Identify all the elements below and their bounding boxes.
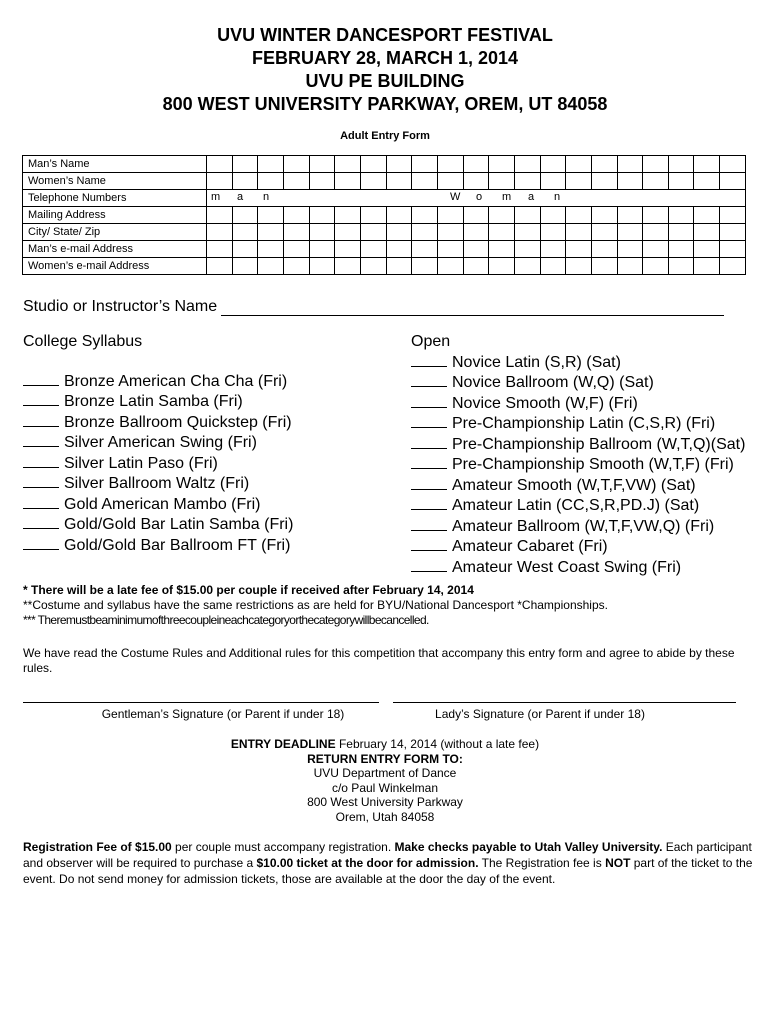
entry-box[interactable] [335, 258, 361, 275]
late-fee-note: * There will be a late fee of $15.00 per couple if received after February 14, 2014 [23, 583, 474, 597]
entry-box[interactable] [412, 156, 438, 173]
entry-box[interactable] [412, 224, 438, 241]
entry-box[interactable] [668, 156, 694, 173]
entry-box[interactable] [232, 241, 258, 258]
college-event-item-label: Gold/Gold Bar Ballroom FT (Fri) [64, 536, 291, 554]
entry-row-label: Man’s Name [23, 156, 207, 173]
college-event-item-label: Silver American Swing (Fri) [64, 434, 257, 451]
entry-box[interactable] [617, 241, 643, 258]
studio-line[interactable] [221, 301, 724, 316]
event-title: UVU WINTER DANCESPORT FESTIVAL [217, 25, 553, 45]
entry-row-label: Man’s e-mail Address [23, 241, 207, 258]
entry-box[interactable] [591, 173, 617, 190]
entry-box[interactable] [643, 224, 669, 241]
entry-box[interactable] [386, 207, 412, 224]
entry-box[interactable] [412, 207, 438, 224]
notes-section [23, 583, 753, 628]
college-event-item-label: Silver Ballroom Waltz (Fri) [64, 475, 250, 492]
entry-checkbox-line[interactable] [411, 413, 447, 428]
entry-box[interactable] [668, 224, 694, 241]
entry-box[interactable] [463, 207, 489, 224]
entry-box[interactable] [309, 173, 335, 190]
entry-box[interactable] [720, 224, 746, 241]
event-address: 800 WEST UNIVERSITY PARKWAY, OREM, UT 84058 [162, 94, 608, 114]
entry-box[interactable] [232, 258, 258, 275]
entry-checkbox-line[interactable] [411, 557, 447, 572]
entry-grid-row [23, 173, 746, 190]
entry-box[interactable] [309, 156, 335, 173]
entry-box[interactable] [514, 241, 540, 258]
entry-box[interactable] [309, 241, 335, 258]
entry-grid-row [23, 207, 746, 224]
college-event-item-label: Gold American Mambo (Fri) [64, 495, 261, 513]
entry-grid-row [23, 224, 746, 241]
entry-checkbox-line[interactable] [411, 434, 447, 449]
open-event-item-label: Novice Ballroom (W,Q) (Sat) [452, 374, 654, 391]
deadline-block [0, 737, 770, 824]
entry-box[interactable] [720, 207, 746, 224]
phone-woman-letter: n [554, 191, 561, 203]
entry-box[interactable] [540, 173, 566, 190]
entry-box[interactable] [207, 207, 233, 224]
entry-checkbox-line[interactable] [23, 432, 59, 447]
entry-checkbox-line[interactable] [411, 372, 447, 387]
open-event-item [411, 516, 745, 537]
college-event-item-label: Bronze American Cha Cha (Fri) [64, 372, 288, 390]
open-event-item-label: Amateur Latin (CC,S,R,PD.J) (Sat) [452, 497, 700, 514]
phone-man-letter: m [211, 191, 221, 203]
entry-box[interactable] [463, 241, 489, 258]
open-event-item [411, 352, 745, 373]
entry-box[interactable] [591, 241, 617, 258]
entry-box[interactable] [412, 173, 438, 190]
gentleman-signature-label: Gentleman’s Signature (or Parent if under 18) [101, 707, 345, 721]
entry-box[interactable] [360, 173, 386, 190]
entry-box[interactable] [437, 156, 463, 173]
open-event-item-label: Amateur Cabaret (Fri) [452, 538, 608, 555]
entry-box[interactable] [258, 173, 284, 190]
entry-grid-row [23, 156, 746, 173]
college-event-item [23, 412, 293, 433]
entry-box[interactable] [720, 241, 746, 258]
address-line: UVU Department of Dance [313, 766, 457, 780]
fee-text: Each participant and observer will be required to purchase a [23, 840, 752, 870]
deadline-label: ENTRY DEADLINE [230, 737, 336, 751]
college-event-item-label: Bronze Ballroom Quickstep (Fri) [64, 413, 292, 431]
entry-box[interactable] [360, 224, 386, 241]
entry-box[interactable] [207, 173, 233, 190]
entry-box[interactable] [643, 207, 669, 224]
entry-checkbox-line[interactable] [411, 475, 447, 490]
entry-box[interactable] [643, 258, 669, 275]
college-event-item [23, 453, 293, 474]
entry-box[interactable] [617, 207, 643, 224]
form-header [0, 24, 770, 116]
open-event-item-label: Novice Smooth (W,F) (Fri) [452, 394, 638, 412]
entry-box[interactable] [566, 156, 592, 173]
entry-checkbox-line[interactable] [23, 494, 59, 509]
checks-payable: Make checks payable to Utah Valley University. [394, 840, 663, 854]
open-event-item-label: Amateur Ballroom (W,T,F,VW,Q) (Fri) [452, 517, 715, 535]
entry-box[interactable] [283, 241, 309, 258]
fee-text: per couple must accompany registration. [171, 840, 395, 854]
entry-box[interactable] [386, 156, 412, 173]
entry-box[interactable] [360, 207, 386, 224]
open-event-item-label: Pre-Championship Ballroom (W,T,Q)(Sat) [452, 435, 746, 453]
agreement-text: We have read the Costume Rules and Additional rules for this competition that accompany this entry form and agree to abide by these rules. [23, 646, 735, 675]
entry-grid [22, 155, 746, 275]
entry-box[interactable] [360, 258, 386, 275]
entry-box[interactable] [617, 224, 643, 241]
event-dates: FEBRUARY 28, MARCH 1, 2014 [251, 48, 519, 68]
entry-box[interactable] [463, 156, 489, 173]
entry-checkbox-line[interactable] [23, 371, 59, 386]
entry-box[interactable] [232, 156, 258, 173]
address-line: Orem, Utah 84058 [335, 809, 435, 824]
phone-man-letter: a [237, 191, 244, 203]
entry-box[interactable] [514, 156, 540, 173]
entry-box[interactable] [283, 224, 309, 241]
entry-box[interactable] [617, 173, 643, 190]
studio-field[interactable] [23, 298, 724, 316]
entry-checkbox-line[interactable] [411, 536, 447, 551]
entry-box[interactable] [566, 173, 592, 190]
gentleman-signature-line[interactable] [23, 702, 379, 703]
entry-box[interactable] [720, 156, 746, 173]
form-subtitle: Adult Entry Form [340, 130, 430, 142]
ticket-price: $10.00 ticket at the door for admission. [256, 856, 479, 870]
open-column [411, 332, 745, 577]
fee-text: part of the ticket to the event. Do not send money for admission tickets, those are available at the door the day of the event. [23, 856, 753, 886]
minimum-note: *** Theremustbeaminimumofthreecoupleineachcategoryorthecategorywillbecancelled. [23, 613, 429, 627]
entry-box[interactable] [694, 173, 720, 190]
costume-note: **Costume and syllabus have the same restrictions as are held for BYU/National Dancesport *Championships. [23, 598, 608, 612]
entry-box[interactable] [258, 224, 284, 241]
entry-checkbox-line[interactable] [411, 495, 447, 510]
entry-box[interactable] [386, 224, 412, 241]
deadline-date: February 14, 2014 (without a late fee) [335, 737, 540, 751]
entry-box[interactable] [540, 207, 566, 224]
open-event-item [411, 434, 745, 455]
college-event-item [23, 432, 293, 453]
entry-box[interactable] [694, 224, 720, 241]
phone-woman-letter: a [528, 191, 535, 203]
not-emphasis: NOT [605, 856, 631, 870]
entry-row-label: Telephone Numbers [23, 190, 207, 207]
entry-box[interactable] [412, 241, 438, 258]
entry-grid-row [23, 258, 746, 275]
entry-box[interactable] [463, 224, 489, 241]
entry-checkbox-line[interactable] [23, 473, 59, 488]
entry-box[interactable] [591, 156, 617, 173]
entry-box[interactable] [591, 224, 617, 241]
open-event-item [411, 536, 745, 557]
entry-box[interactable] [232, 173, 258, 190]
entry-box[interactable] [720, 258, 746, 275]
entry-box[interactable] [694, 156, 720, 173]
entry-box[interactable] [489, 258, 515, 275]
open-event-item-label: Pre-Championship Smooth (W,T,F) (Fri) [452, 456, 734, 473]
open-event-item-label: Novice Latin (S,R) (Sat) [452, 353, 621, 371]
entry-row-label: Women’s Name [23, 173, 207, 190]
college-event-item [23, 473, 293, 494]
entry-box[interactable] [386, 258, 412, 275]
entry-checkbox-line[interactable] [23, 514, 59, 529]
entry-grid-row [23, 190, 746, 207]
entry-box[interactable] [514, 173, 540, 190]
entry-box[interactable] [591, 207, 617, 224]
entry-box[interactable] [437, 207, 463, 224]
event-venue: UVU PE BUILDING [305, 71, 465, 91]
entry-box[interactable] [514, 258, 540, 275]
entry-box[interactable] [207, 258, 233, 275]
phone-woman-letter: o [476, 191, 483, 203]
entry-box[interactable] [335, 207, 361, 224]
entry-box[interactable] [437, 241, 463, 258]
open-title: Open [411, 333, 451, 350]
entry-box[interactable] [566, 207, 592, 224]
entry-box[interactable] [335, 241, 361, 258]
college-syllabus-column [23, 332, 293, 555]
open-event-item-label: Amateur Smooth (W,T,F,VW) (Sat) [452, 476, 696, 494]
open-event-item [411, 393, 745, 414]
college-event-item [23, 535, 293, 556]
entry-box[interactable] [309, 224, 335, 241]
entry-row-label: City/ State/ Zip [23, 224, 207, 241]
entry-checkbox-line[interactable] [23, 535, 59, 550]
entry-box[interactable] [540, 241, 566, 258]
entry-box[interactable] [258, 207, 284, 224]
college-event-item-label: Bronze Latin Samba (Fri) [64, 393, 243, 410]
open-event-item-label: Pre-Championship Latin (C,S,R) (Fri) [452, 415, 716, 432]
entry-checkbox-line[interactable] [411, 352, 447, 367]
entry-box[interactable] [694, 207, 720, 224]
return-label: RETURN ENTRY FORM TO: [307, 751, 463, 766]
college-event-item [23, 494, 293, 515]
entry-box[interactable] [463, 173, 489, 190]
entry-box[interactable] [566, 224, 592, 241]
phone-woman-letter: W [450, 191, 461, 203]
entry-box[interactable] [412, 258, 438, 275]
phone-man-letter: n [263, 191, 270, 203]
entry-box[interactable] [643, 173, 669, 190]
entry-box[interactable] [463, 258, 489, 275]
entry-box[interactable] [207, 241, 233, 258]
entry-box[interactable] [668, 241, 694, 258]
college-event-item [23, 371, 293, 392]
entry-box[interactable] [617, 156, 643, 173]
entry-checkbox-line[interactable] [23, 412, 59, 427]
entry-box[interactable] [283, 207, 309, 224]
entry-box[interactable] [489, 173, 515, 190]
open-event-item [411, 454, 745, 475]
entry-box[interactable] [720, 173, 746, 190]
entry-box[interactable] [335, 224, 361, 241]
open-event-item [411, 475, 745, 496]
entry-row-label: Women’s e-mail Address [23, 258, 207, 275]
address-line: 800 West University Parkway [307, 795, 463, 809]
entry-box[interactable] [489, 241, 515, 258]
entry-box[interactable] [668, 207, 694, 224]
entry-box[interactable] [335, 156, 361, 173]
entry-box[interactable] [643, 241, 669, 258]
college-syllabus-title: College Syllabus [23, 333, 143, 350]
lady-signature-label: Lady’s Signature (or Parent if under 18) [435, 707, 645, 721]
studio-label: Studio or Instructor’s Name [23, 298, 218, 315]
open-event-item [411, 557, 745, 578]
entry-box[interactable] [540, 258, 566, 275]
entry-checkbox-line[interactable] [411, 393, 447, 408]
phone-woman-letter: m [502, 191, 512, 203]
entry-box[interactable] [386, 241, 412, 258]
entry-checkbox-line[interactable] [23, 391, 59, 406]
entry-box[interactable] [386, 173, 412, 190]
college-event-item-label: Silver Latin Paso (Fri) [64, 454, 218, 472]
lady-signature-line[interactable] [393, 702, 736, 703]
entry-box[interactable] [668, 258, 694, 275]
entry-box[interactable] [309, 207, 335, 224]
entry-checkbox-line[interactable] [411, 516, 447, 531]
fee-text: The Registration fee is [478, 856, 606, 870]
entry-box[interactable] [283, 156, 309, 173]
entry-box[interactable] [258, 258, 284, 275]
registration-fee-paragraph [23, 839, 753, 887]
entry-box[interactable] [258, 156, 284, 173]
entry-box[interactable] [489, 207, 515, 224]
entry-box[interactable] [591, 258, 617, 275]
college-event-item-label: Gold/Gold Bar Latin Samba (Fri) [64, 516, 294, 533]
entry-box[interactable] [514, 224, 540, 241]
entry-box[interactable] [335, 173, 361, 190]
fee-amount: Registration Fee of $15.00 [23, 840, 172, 854]
college-event-item [23, 514, 293, 535]
address-line: c/o Paul Winkelman [331, 780, 439, 795]
entry-box[interactable] [617, 258, 643, 275]
entry-box[interactable] [437, 224, 463, 241]
open-event-item [411, 372, 745, 393]
telephone-field[interactable] [207, 190, 746, 207]
entry-box[interactable] [643, 156, 669, 173]
entry-box[interactable] [360, 241, 386, 258]
entry-box[interactable] [514, 207, 540, 224]
entry-checkbox-line[interactable] [23, 453, 59, 468]
open-event-item [411, 413, 745, 434]
entry-box[interactable] [694, 241, 720, 258]
entry-grid-row [23, 241, 746, 258]
entry-box[interactable] [437, 173, 463, 190]
entry-box[interactable] [283, 258, 309, 275]
entry-box[interactable] [566, 241, 592, 258]
entry-row-label: Mailing Address [23, 207, 207, 224]
entry-box[interactable] [232, 224, 258, 241]
entry-box[interactable] [309, 258, 335, 275]
entry-box[interactable] [437, 258, 463, 275]
entry-box[interactable] [694, 258, 720, 275]
open-event-item [411, 495, 745, 516]
open-event-item-label: Amateur West Coast Swing (Fri) [452, 558, 682, 576]
entry-box[interactable] [489, 224, 515, 241]
entry-box[interactable] [540, 224, 566, 241]
entry-box[interactable] [540, 156, 566, 173]
college-event-item [23, 391, 293, 412]
entry-box[interactable] [489, 156, 515, 173]
entry-box[interactable] [668, 173, 694, 190]
entry-box[interactable] [207, 224, 233, 241]
entry-box[interactable] [258, 241, 284, 258]
entry-box[interactable] [232, 207, 258, 224]
entry-box[interactable] [283, 173, 309, 190]
entry-box[interactable] [360, 156, 386, 173]
entry-box[interactable] [207, 156, 233, 173]
entry-box[interactable] [566, 258, 592, 275]
entry-checkbox-line[interactable] [411, 454, 447, 469]
